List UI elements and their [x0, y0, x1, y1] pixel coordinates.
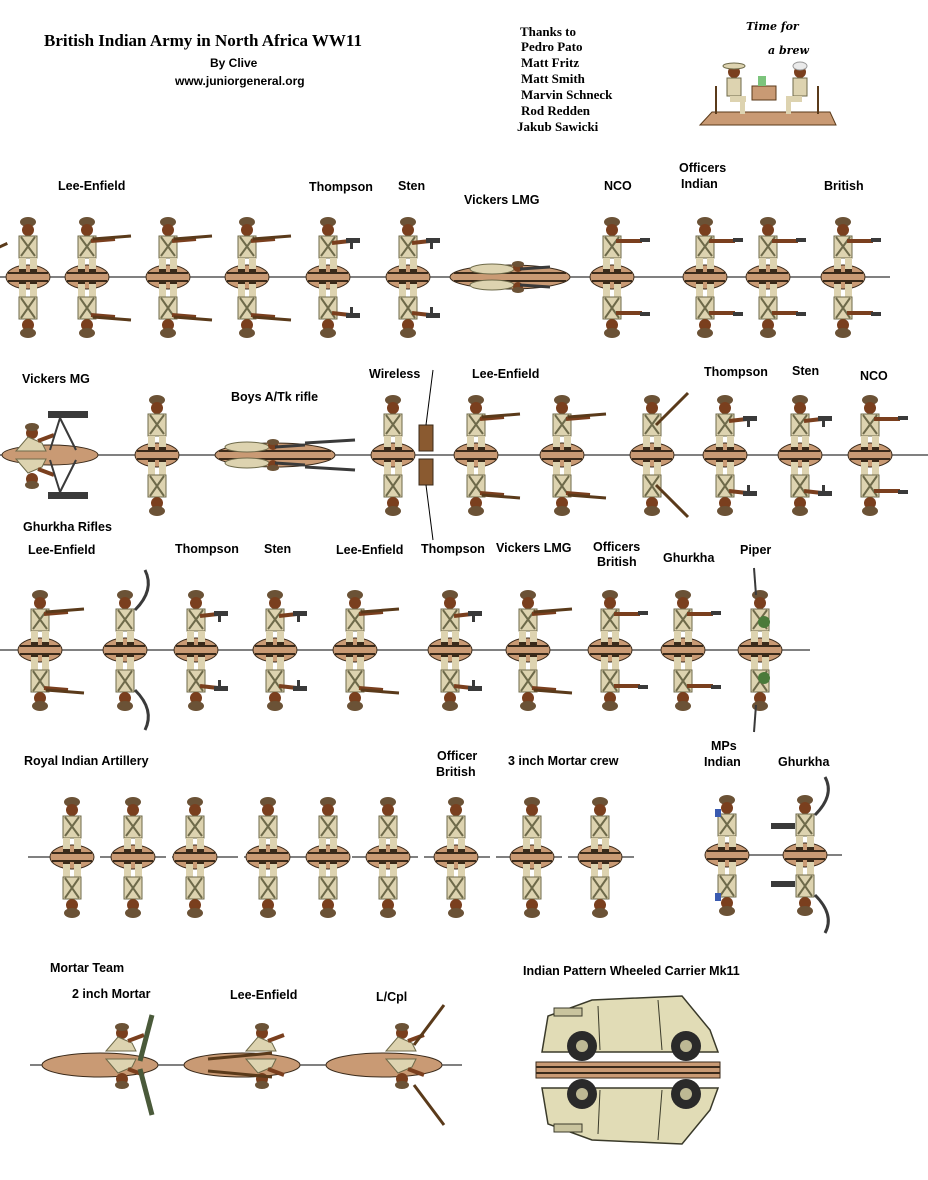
label-piper: Piper [740, 543, 772, 557]
thanks-name: Pedro Pato [521, 39, 583, 54]
figure-vickers-mg [2, 411, 98, 499]
thanks-heading: Thanks to [520, 24, 576, 39]
thanks-name: Jakub Sawicki [517, 119, 599, 134]
label-royal-indian-artillery: Royal Indian Artillery [24, 754, 149, 768]
figure-piper [738, 568, 782, 732]
figure-ghurkha-kukri [103, 570, 148, 730]
label-lee-enfield: Lee-Enfield [472, 367, 540, 381]
label-british: British [436, 765, 476, 779]
figure-officer-british [434, 797, 478, 918]
thanks-name: Marvin Schneck [521, 87, 613, 102]
thanks-name: Matt Smith [521, 71, 585, 86]
figure-artillery-3 [173, 797, 217, 918]
label-thompson: Thompson [309, 180, 373, 194]
label-mortar-crew: 3 inch Mortar crew [508, 754, 619, 768]
figure-mortar-crew-2 [578, 797, 622, 918]
row-4-figures [28, 777, 842, 933]
figure-artillery-4 [246, 797, 290, 918]
byline: By Clive [210, 56, 258, 70]
brew-illustration [700, 62, 836, 125]
label-officer: Officer [437, 749, 478, 763]
label-lcpl: L/Cpl [376, 990, 408, 1004]
label-officers: Officers [679, 161, 727, 175]
row-3-figures [0, 568, 810, 732]
label-ghurkha: Ghurkha [663, 551, 715, 565]
figure-artillery-6 [366, 797, 410, 918]
row-5-figures [30, 996, 720, 1144]
thanks-name: Matt Fritz [521, 55, 580, 70]
thanks-name: Rod Redden [521, 103, 590, 118]
figure-vickers-mg-loader [135, 395, 179, 516]
figure-artillery-5 [306, 797, 350, 918]
label-lee-enfield: Lee-Enfield [58, 179, 126, 193]
label-vickers-mg: Vickers MG [22, 372, 90, 386]
label-vickers-lmg: Vickers LMG [464, 193, 540, 207]
label-officers: Officers [593, 540, 641, 554]
brew-caption-1: Time for [746, 20, 799, 33]
label-sten: Sten [398, 179, 426, 193]
label-boys-rifle: Boys A/Tk rifle [231, 390, 319, 404]
figure-boys-rifle [215, 439, 355, 471]
figure-lee-enfield-prone [184, 1023, 300, 1089]
label-sten: Sten [792, 364, 820, 378]
section-heading-ghurkha-rifles: Ghurkha Rifles [23, 520, 112, 534]
label-indian: Indian [681, 177, 718, 191]
row-2-figures [0, 370, 928, 540]
label-lee-enfield: Lee-Enfield [230, 988, 298, 1002]
figure-wheeled-carrier [536, 996, 720, 1144]
brew-caption-2: a brew [768, 44, 809, 57]
label-lee-enfield: Lee-Enfield [336, 543, 404, 557]
figure-artillery-1 [50, 797, 94, 918]
label-sten: Sten [264, 542, 292, 556]
label-thompson: Thompson [175, 542, 239, 556]
label-wheeled-carrier: Indian Pattern Wheeled Carrier Mk11 [523, 964, 740, 978]
label-thompson: Thompson [421, 542, 485, 556]
website-link[interactable]: www.juniorgeneral.org [175, 74, 305, 88]
label-thompson: Thompson [704, 365, 768, 379]
label-indian: Indian [704, 755, 741, 769]
label-lee-enfield: Lee-Enfield [28, 543, 96, 557]
label-british: British [824, 179, 864, 193]
label-two-inch-mortar: 2 inch Mortar [72, 987, 151, 1001]
row-1-figures [0, 217, 890, 338]
figure-lcpl [326, 1005, 444, 1125]
page-title: British Indian Army in North Africa WW11 [44, 31, 362, 50]
label-wireless: Wireless [369, 367, 421, 381]
figure-lee-enfield-1 [0, 217, 50, 338]
label-nco: NCO [860, 369, 888, 383]
figure-artillery-2 [111, 797, 155, 918]
figure-mp-indian [705, 795, 749, 916]
label-mps: MPs [711, 739, 737, 753]
label-ghurkha: Ghurkha [778, 755, 830, 769]
figure-mortar-crew-1 [510, 797, 554, 918]
label-vickers-lmg: Vickers LMG [496, 541, 572, 555]
figure-two-inch-mortar [42, 1015, 158, 1115]
label-nco: NCO [604, 179, 632, 193]
label-british: British [597, 555, 637, 569]
figure-vickers-lmg [450, 261, 570, 293]
label-mortar-team: Mortar Team [50, 961, 125, 975]
